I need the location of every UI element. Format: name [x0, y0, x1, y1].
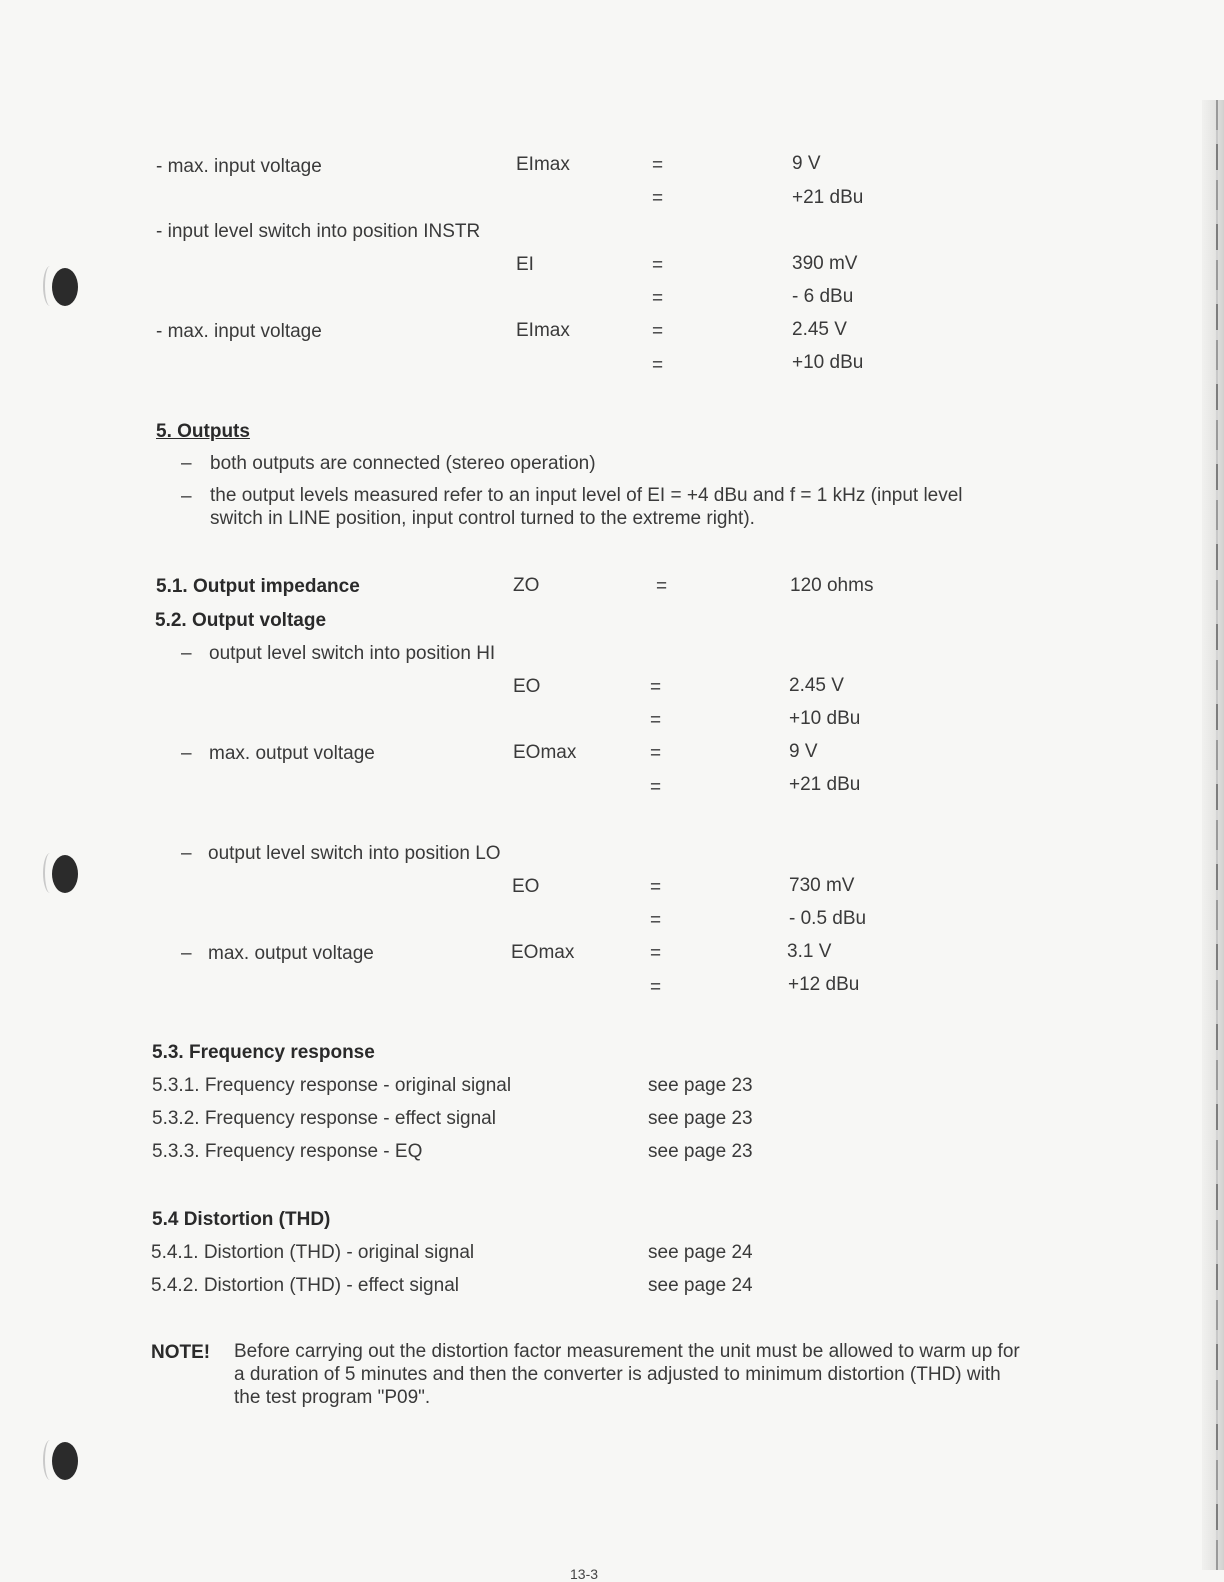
row-equals: = [650, 977, 662, 998]
row-label: max. output voltage [209, 743, 375, 764]
row-value: 9 V [792, 153, 821, 174]
row-equals: = [650, 710, 662, 731]
hi-switch-label: output level switch into position HI [209, 643, 496, 664]
bullet-dash: – [181, 453, 192, 474]
bullet-dash: – [181, 843, 192, 864]
note-label: NOTE! [151, 1342, 211, 1363]
distortion-item-label: 5.4.2. Distortion (THD) - effect signal [151, 1275, 459, 1296]
frequency-heading: 5.3. Frequency response [152, 1042, 375, 1063]
impedance-symbol: ZO [513, 575, 540, 596]
row-label: - max. input voltage [156, 321, 322, 342]
frequency-item-label: 5.3.1. Frequency response - original signal [152, 1075, 512, 1096]
frequency-item-label: 5.3.3. Frequency response - EQ [152, 1141, 423, 1162]
distortion-item-ref: see page 24 [648, 1242, 753, 1263]
bullet-dash: – [181, 943, 192, 964]
row-equals: = [650, 777, 662, 798]
voltage-heading: 5.2. Output voltage [155, 610, 327, 631]
row-equals: = [652, 255, 664, 276]
frequency-item-ref: see page 23 [648, 1075, 753, 1096]
row-equals: = [652, 355, 664, 376]
row-equals: = [652, 188, 664, 209]
row-symbol: EImax [516, 320, 570, 341]
page-number: 13-3 [570, 1566, 599, 1582]
row-value: +10 dBu [789, 708, 861, 729]
row-equals: = [650, 877, 662, 898]
row-value: 3.1 V [787, 941, 832, 962]
frequency-item-ref: see page 23 [648, 1108, 753, 1129]
frequency-item-ref: see page 23 [648, 1141, 753, 1162]
row-value: 390 mV [792, 253, 858, 274]
bullet-text [210, 484, 1010, 530]
bullet-text-line: the output levels measured refer to an input level of EI = +4 dBu and f = 1 kHz (input level [210, 485, 963, 506]
bullet-dash: – [181, 486, 192, 507]
row-label: - input level switch into position INSTR [156, 221, 481, 242]
bullet-dash: – [181, 743, 192, 764]
note-text-line: the test program "P09". [234, 1387, 431, 1408]
impedance-equals: = [656, 576, 668, 597]
row-equals: = [650, 743, 662, 764]
impedance-value: 120 ohms [790, 575, 874, 596]
frequency-item-label: 5.3.2. Frequency response - effect signal [152, 1108, 496, 1129]
note-text-line: a duration of 5 minutes and then the converter is adjusted to minimum distortion (THD) with [234, 1364, 1001, 1385]
note-text [234, 1340, 1054, 1409]
bullet-text-line: switch in LINE position, input control turned to the extreme right). [210, 508, 755, 529]
row-equals: = [652, 288, 664, 309]
row-equals: = [652, 155, 664, 176]
row-value: 730 mV [789, 875, 855, 896]
row-value: +21 dBu [789, 774, 861, 795]
binder-hole-bottom [52, 1442, 78, 1480]
row-symbol: EImax [516, 154, 570, 175]
row-equals: = [650, 943, 662, 964]
row-value: 2.45 V [789, 675, 844, 696]
row-symbol: EO [512, 876, 540, 897]
row-label: - max. input voltage [156, 156, 322, 177]
row-value: 2.45 V [792, 319, 847, 340]
row-equals: = [650, 677, 662, 698]
lo-switch-label: output level switch into position LO [208, 843, 501, 864]
row-symbol: EI [516, 254, 534, 275]
row-value: - 6 dBu [792, 286, 854, 307]
binder-hole-top [52, 268, 78, 306]
row-symbol: EOmax [513, 742, 577, 763]
row-symbol: EOmax [511, 942, 575, 963]
section-heading-outputs: 5. Outputs [156, 421, 250, 442]
row-value: - 0.5 dBu [789, 908, 867, 929]
row-equals: = [650, 910, 662, 931]
distortion-heading: 5.4 Distortion (THD) [152, 1209, 331, 1230]
page-edge-shadow [1202, 100, 1224, 1570]
row-label: max. output voltage [208, 943, 374, 964]
row-value: 9 V [789, 741, 818, 762]
impedance-label: 5.1. Output impedance [156, 576, 360, 597]
row-equals: = [652, 321, 664, 342]
row-value: +21 dBu [792, 187, 864, 208]
bullet-dash: – [181, 643, 192, 664]
binder-hole-middle [52, 855, 78, 893]
bullet-text: both outputs are connected (stereo operation) [210, 453, 596, 474]
row-value: +12 dBu [788, 974, 860, 995]
row-value: +10 dBu [792, 352, 864, 373]
distortion-item-ref: see page 24 [648, 1275, 753, 1296]
note-text-line: Before carrying out the distortion factor measurement the unit must be allowed to warm up for [234, 1341, 1020, 1362]
distortion-item-label: 5.4.1. Distortion (THD) - original signal [151, 1242, 475, 1263]
row-symbol: EO [513, 676, 541, 697]
